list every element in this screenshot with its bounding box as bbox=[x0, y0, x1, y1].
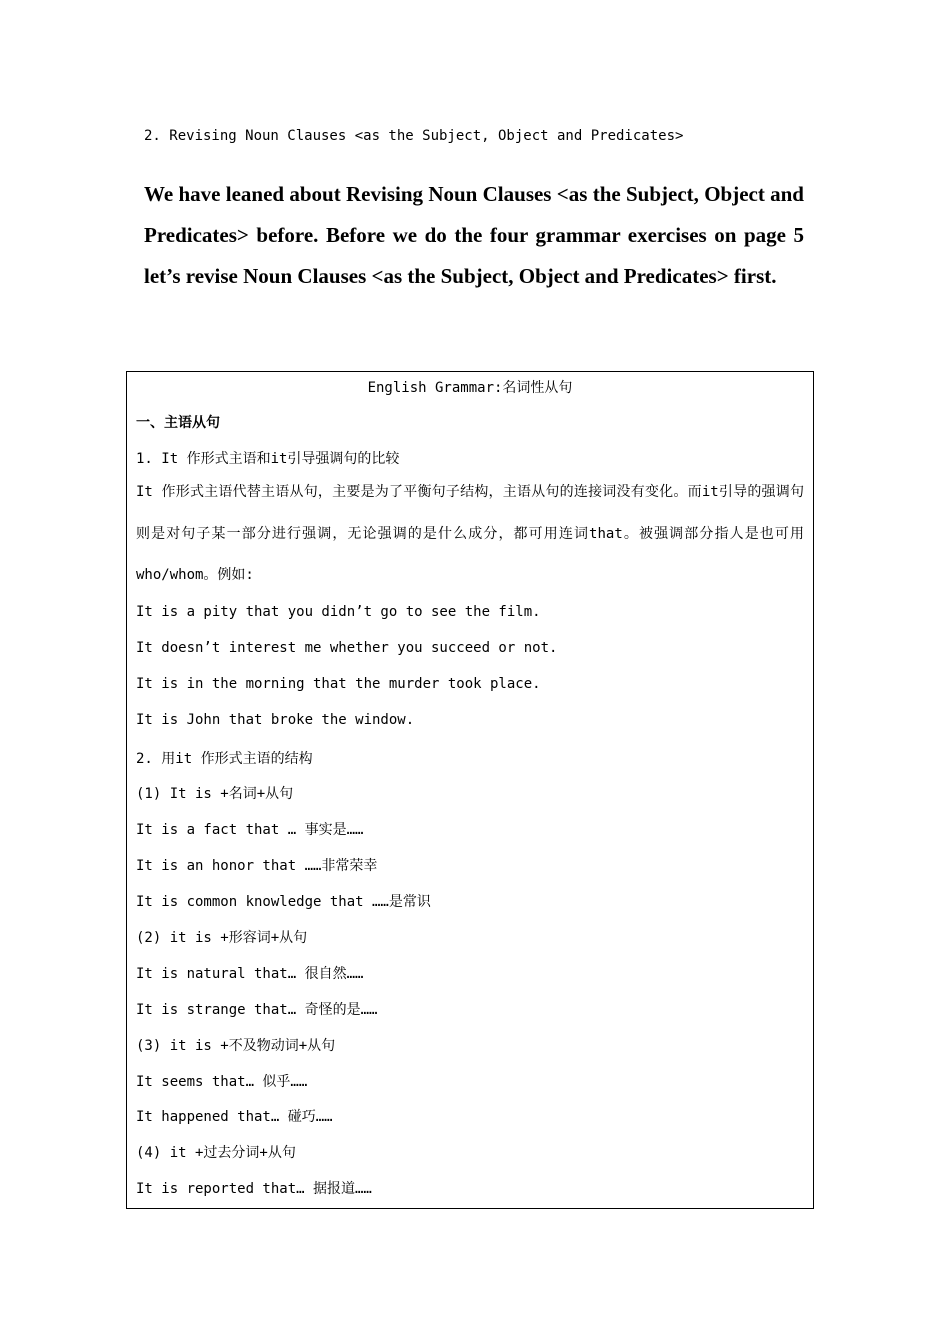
structure-3: (3) it is +不及物动词+从句 bbox=[136, 1038, 336, 1054]
example-4: It is John that broke the window. bbox=[136, 712, 415, 728]
structure-1-example-c: It is common knowledge that ……是常识 bbox=[136, 894, 431, 910]
structure-1: (1) It is +名词+从句 bbox=[136, 786, 294, 802]
grammar-box-title: English Grammar:名词性从句 bbox=[367, 380, 573, 396]
section-subject-clause: 一、主语从句 bbox=[136, 415, 220, 431]
structure-3-example-b: It happened that… 碰巧…… bbox=[136, 1109, 333, 1125]
example-1: It is a pity that you didn’t go to see the film. bbox=[136, 604, 541, 620]
structure-1-example-b: It is an honor that ……非常荣幸 bbox=[136, 858, 378, 874]
example-3: It is in the morning that the murder took place. bbox=[136, 676, 541, 692]
grammar-box bbox=[126, 371, 814, 1209]
structure-4-example-a: It is reported that… 据报道…… bbox=[136, 1181, 372, 1197]
point-2: 2. 用it 作形式主语的结构 bbox=[136, 751, 313, 767]
intro-paragraph: We have leaned about Revising Noun Clauses <as the Subject, Object and Predicates> before. Before we do the four grammar exercises on page 5 let’s revise Noun Clauses <as the Subject, Object and Predicates> first. bbox=[144, 182, 804, 288]
structure-3-example-a: It seems that… 似乎…… bbox=[136, 1074, 308, 1090]
structure-2-example-b: It is strange that… 奇怪的是…… bbox=[136, 1002, 378, 1018]
point-1: 1. It 作形式主语和it引导强调句的比较 bbox=[136, 451, 400, 467]
structure-1-example-a: It is a fact that … 事实是…… bbox=[136, 822, 364, 838]
structure-4: (4) it +过去分词+从句 bbox=[136, 1145, 296, 1161]
example-2: It doesn’t interest me whether you succeed or not. bbox=[136, 640, 558, 656]
structure-2-example-a: It is natural that… 很自然…… bbox=[136, 966, 364, 982]
explanation-paragraph: It 作形式主语代替主语从句，主要是为了平衡句子结构，主语从句的连接词没有变化。而it引导的强调句则是对句子某一部分进行强调，无论强调的是什么成分，都可用连词that。被强调部分指人是也可用who/whom。例如: bbox=[136, 484, 804, 583]
section-heading: 2. Revising Noun Clauses <as the Subject, Object and Predicates> bbox=[144, 128, 684, 144]
structure-2: (2) it is +形容词+从句 bbox=[136, 930, 308, 946]
